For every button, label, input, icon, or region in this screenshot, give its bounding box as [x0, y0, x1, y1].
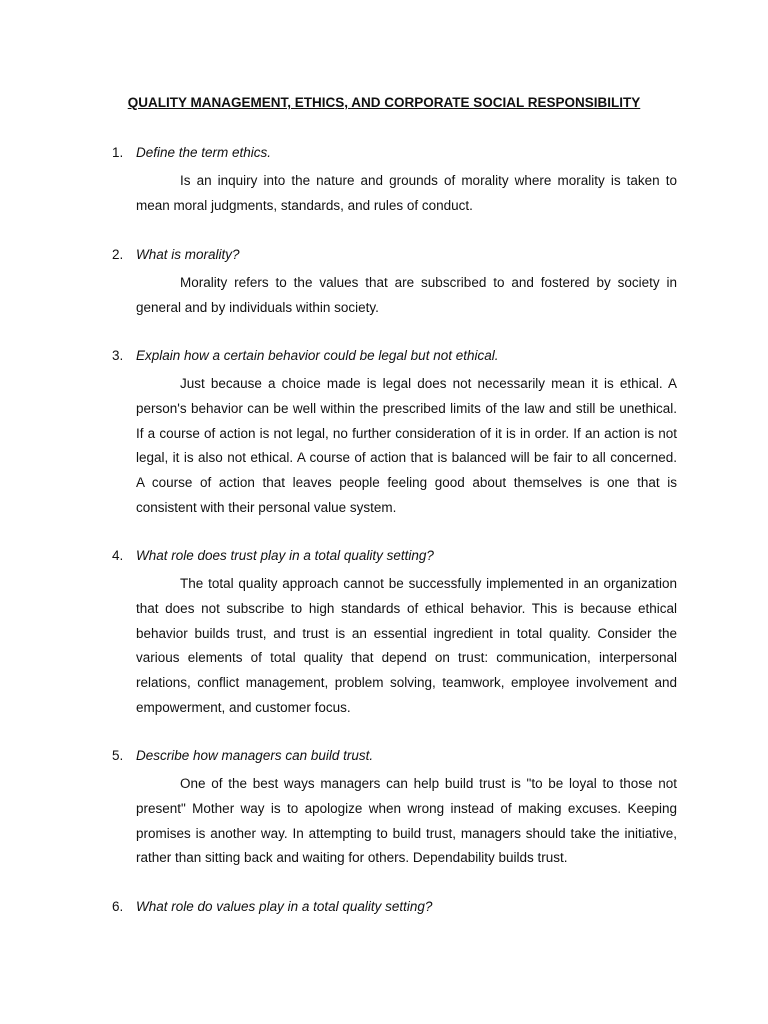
question-number: 4.	[112, 548, 124, 563]
question-text: Define the term ethics.	[136, 145, 272, 160]
qa-item-1	[0, 145, 768, 219]
answer-paragraph: Morality refers to the values that are subscribed to and fostered by society in general and by individuals within society.	[136, 275, 677, 315]
document-title: QUALITY MANAGEMENT, ETHICS, AND CORPORATE SOCIAL RESPONSIBILITY	[127, 95, 641, 110]
qa-item-6	[0, 899, 768, 915]
question-line	[0, 247, 768, 263]
question-text: Describe how managers can build trust.	[136, 748, 374, 763]
qa-item-5	[0, 748, 768, 871]
question-number: 3.	[112, 348, 124, 363]
question-text: What role do values play in a total quality setting?	[136, 899, 433, 914]
answer-paragraph: The total quality approach cannot be successfully implemented in an organization that does not subscribe to high standards of ethical behavior. This is because ethical behavior builds trust, and trust is an essential ingredient in total quality. Consider the various elements of total quality that depend on trust: communication, interpersonal relations, conflict management, problem solving, teamwork, employee involvement and empowerment, and customer focus.	[136, 576, 677, 715]
qa-item-3	[0, 348, 768, 521]
question-line	[0, 348, 768, 364]
question-line	[0, 748, 768, 764]
question-number: 2.	[112, 247, 124, 262]
question-text: What is morality?	[136, 247, 240, 262]
answer-paragraph: Is an inquiry into the nature and grounds of morality where morality is taken to mean moral judgments, standards, and rules of conduct.	[136, 173, 677, 213]
question-text: What role does trust play in a total quality setting?	[136, 548, 434, 563]
answer-paragraph: One of the best ways managers can help build trust is "to be loyal to those not present" Mother way is to apologize when wrong instead of making excuses. Keeping promises is another way. In attempting to build trust, managers should take the initiative, rather than sitting back and waiting for others. Dependability builds trust.	[136, 776, 677, 866]
question-number: 1.	[112, 145, 124, 160]
question-number: 5.	[112, 748, 124, 763]
answer-paragraph: Just because a choice made is legal does not necessarily mean it is ethical. A person's behavior can be well within the prescribed limits of the law and still be unethical. If a course of action is not legal, no further consideration of it is in order. If an action is not legal, it is also not ethical. A course of action that is balanced will be fair to all concerned. A course of action that leaves people feeling good about themselves is one that is consistent with their personal value system.	[136, 376, 677, 515]
qa-item-2	[0, 247, 768, 321]
question-number: 6.	[112, 899, 124, 914]
question-line	[0, 548, 768, 564]
question-line	[0, 145, 768, 161]
question-line	[0, 899, 768, 915]
question-text: Explain how a certain behavior could be legal but not ethical.	[136, 348, 499, 363]
qa-item-4	[0, 548, 768, 721]
